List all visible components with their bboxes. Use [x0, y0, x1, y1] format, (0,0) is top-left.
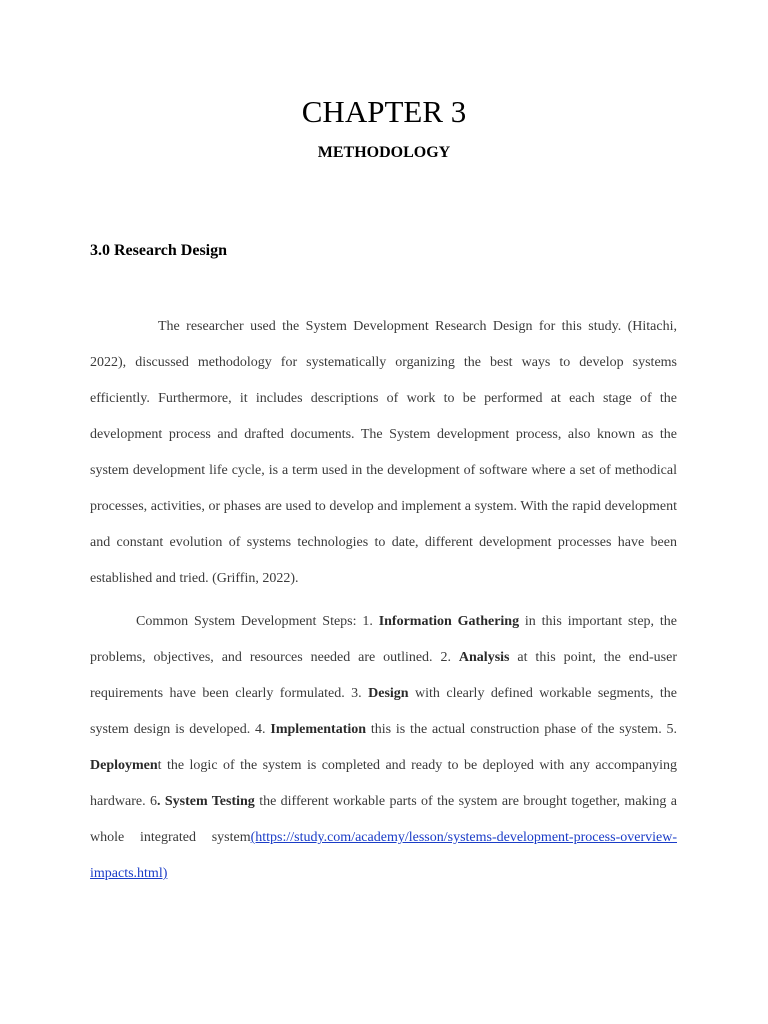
- paragraph-development-steps: [90, 604, 677, 892]
- step-implementation: Implementation: [270, 722, 367, 737]
- chapter-subtitle: METHODOLOGY: [317, 144, 451, 161]
- reference-link[interactable]: (https://study.com/academy/lesson/systems-development-process-overview-impacts.html): [90, 830, 677, 881]
- step-system-testing: . System Testing: [156, 794, 255, 809]
- paragraph-research-design: [90, 309, 677, 597]
- step-analysis: Analysis: [458, 650, 510, 665]
- steps-text-4: with clearly defined workable segments, the system design is developed. 4.: [90, 686, 677, 737]
- step-deployment: Deploymen: [90, 758, 158, 773]
- steps-text-7: the different workable parts of the system are brought together, making a whole integrated system: [90, 794, 678, 845]
- steps-text-3: at this point, the end-user requirements have been clearly formulated. 3.: [90, 650, 677, 701]
- step-information-gathering: Information Gathering: [378, 614, 520, 629]
- section-heading: 3.0 Research Design: [90, 242, 228, 259]
- chapter-title: CHAPTER 3: [301, 94, 467, 129]
- steps-text-2: in this important step, the problems, objectives, and resources needed are outlined. 2.: [90, 614, 677, 665]
- paragraph-text: The researcher used the System Development Research Design for this study. (Hitachi, 2022), discussed methodology for systematically organizing the best ways to develop systems efficiently. Furthermore, it includes descriptions of work to be performed at each stage of the development process and drafted documents. The System development process, also known as the system development life cycle, is a term used in the development of software where a set of methodical processes, activities, or phases are used to develop and implement a system. With the rapid development and constant evolution of systems technologies to date, different development processes have been established and tried. (Griffin, 2022).: [90, 319, 677, 586]
- steps-text-5: this is the actual construction phase of the system. 5.: [366, 722, 677, 737]
- steps-text-6: t the logic of the system is completed and ready to be deployed with any accompanying hardware. 6: [90, 758, 677, 809]
- steps-text-1: Common System Development Steps: 1.: [136, 614, 379, 629]
- step-design: Design: [368, 686, 409, 701]
